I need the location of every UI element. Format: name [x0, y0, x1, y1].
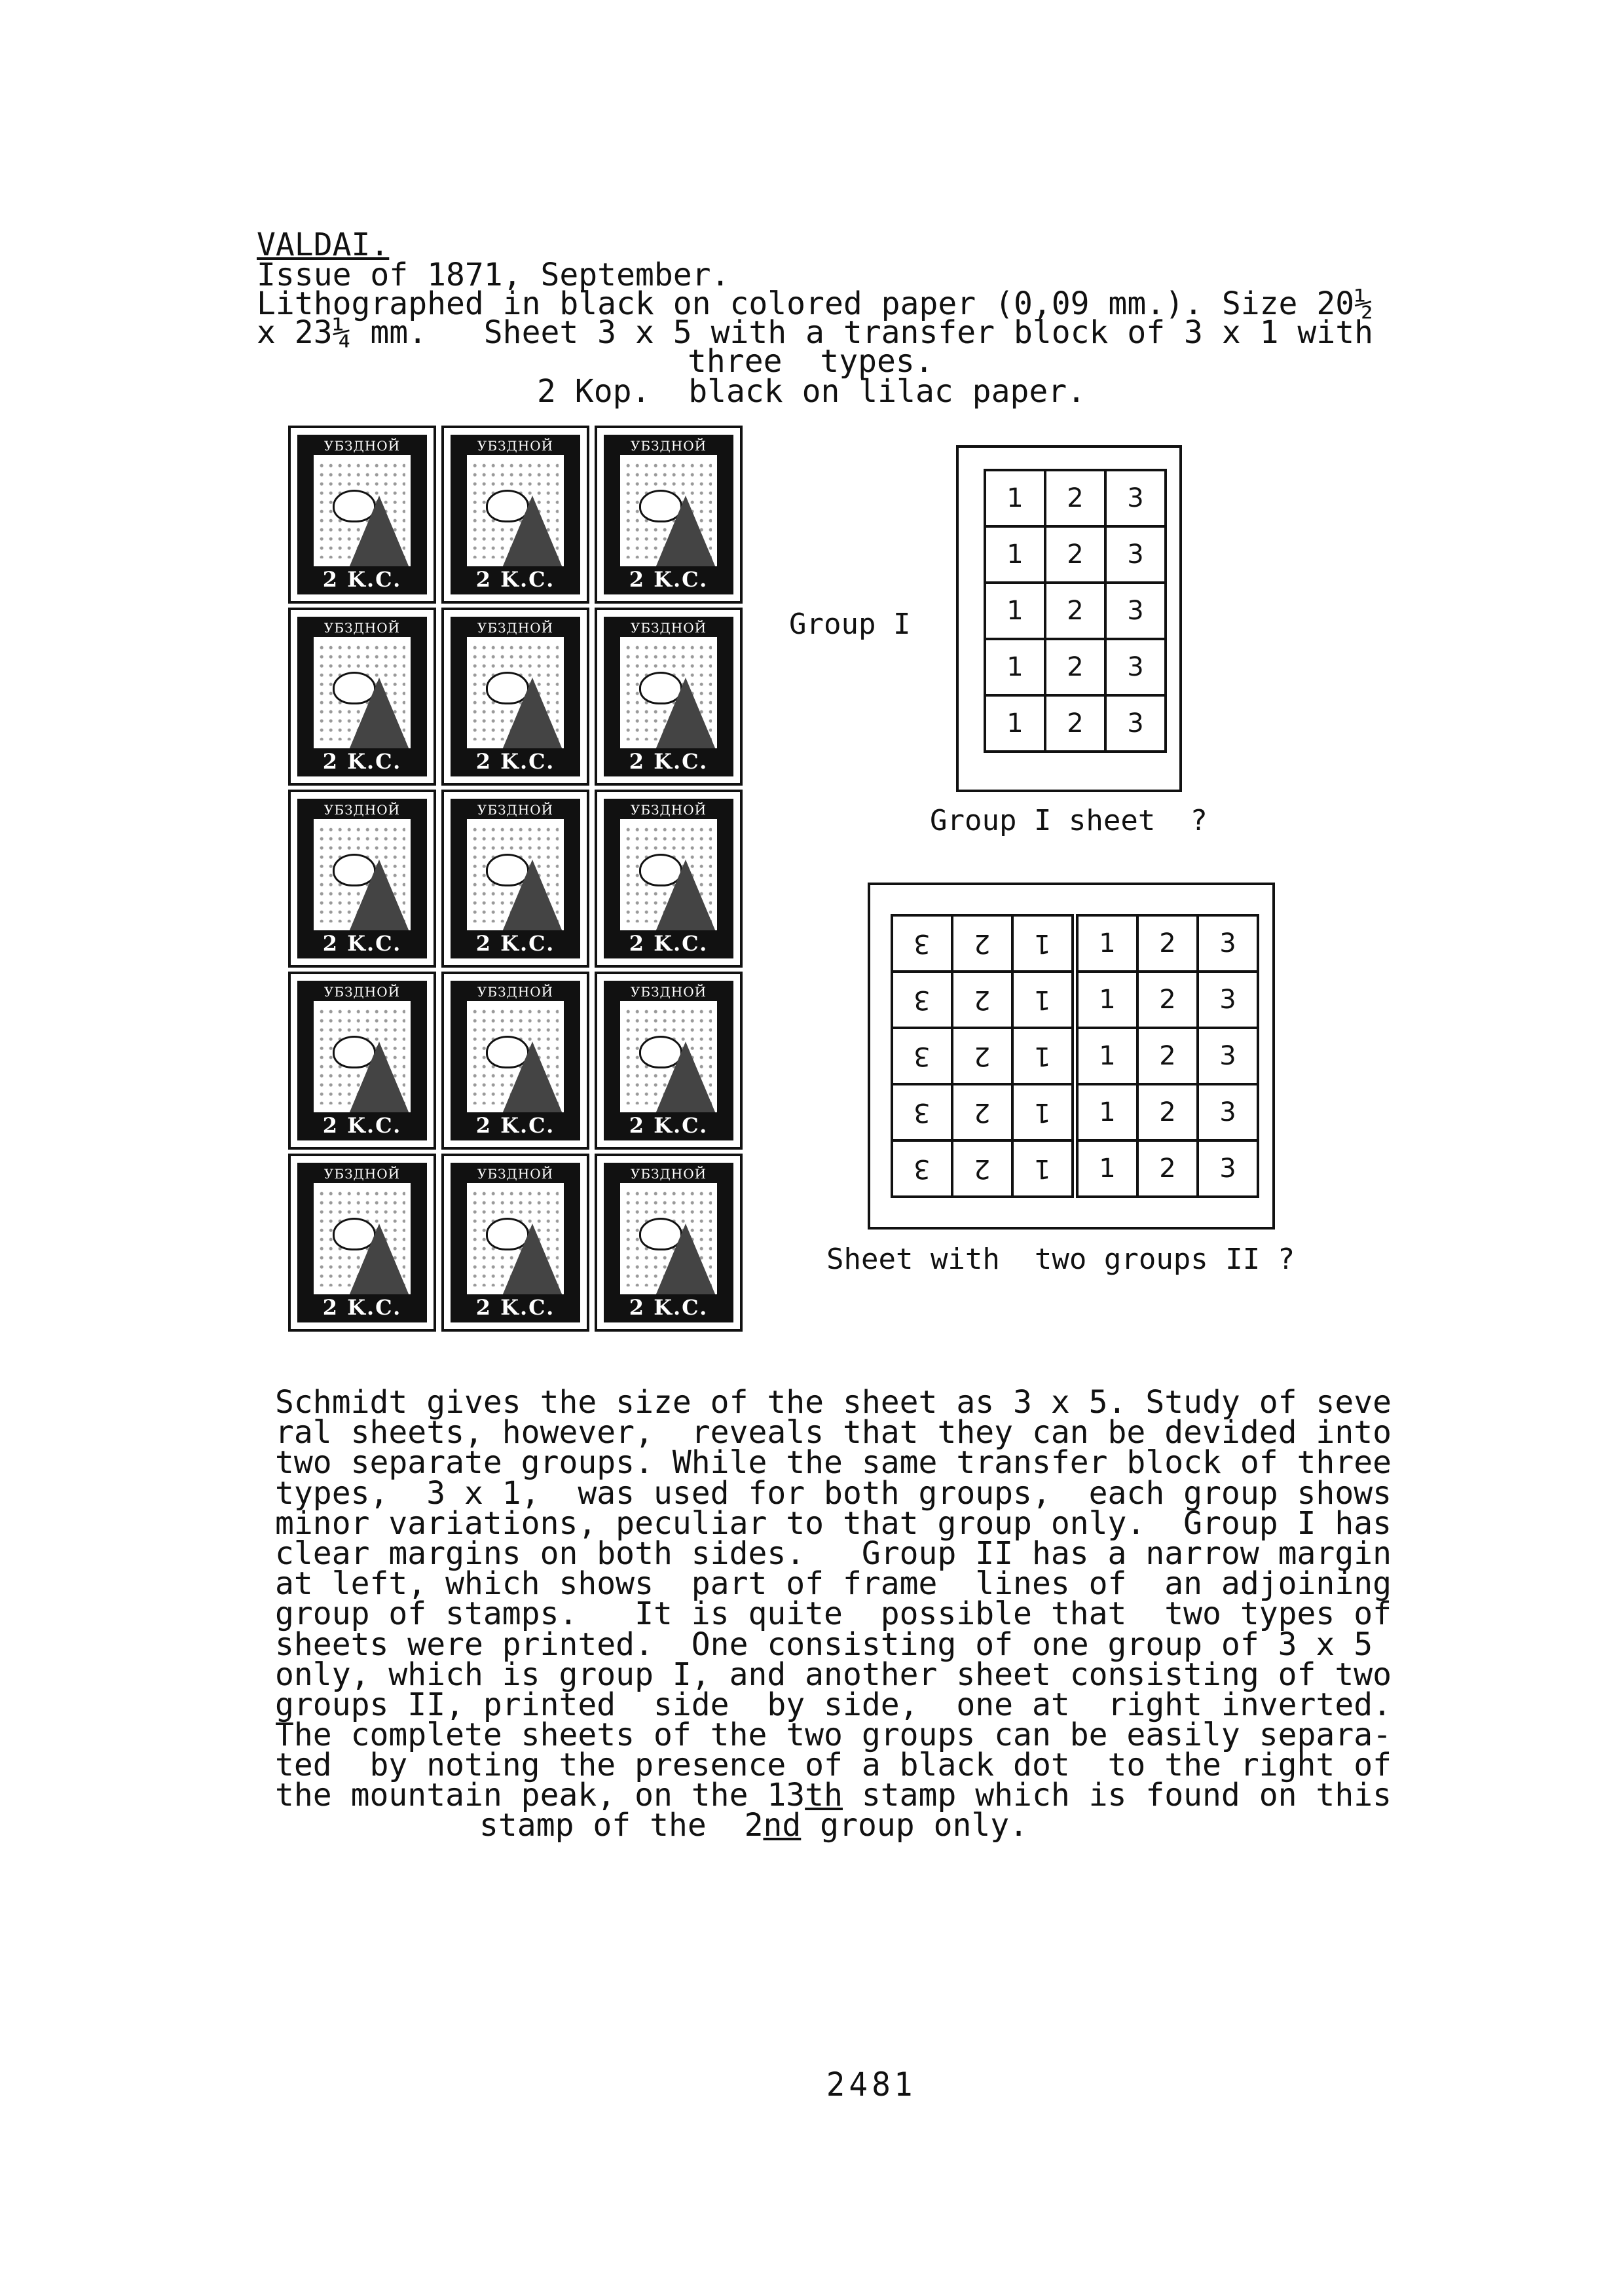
table-row — [1077, 915, 1258, 972]
table-cell — [1012, 1140, 1073, 1197]
stamp-frame — [297, 1163, 427, 1322]
stamp-value: 2 K.C. — [606, 1112, 731, 1139]
body-line: two separate groups. While the same transfer block of three — [275, 1444, 1392, 1482]
body-line: minor variations, peculiar to that group only. Group I has — [275, 1504, 1392, 1542]
group-ii-left-table — [891, 914, 1074, 1198]
table-cell — [1105, 583, 1166, 639]
cell-number: 3 — [1219, 928, 1236, 958]
stamp-mountain-icon — [502, 1224, 563, 1296]
denomination-line: 2 Kop. black on lilac paper. — [537, 373, 1086, 410]
stamp-mountain-scene — [625, 1191, 712, 1286]
group-i-caption: Group I sheet ? — [930, 804, 1208, 837]
table-cell — [1198, 1084, 1258, 1140]
stamp-side-border — [564, 819, 578, 930]
stamp-side-border — [411, 1183, 425, 1294]
stamp — [595, 608, 743, 786]
stamp — [288, 1154, 436, 1332]
stamp-value: 2 K.C. — [299, 930, 425, 957]
stamp-mountain-icon — [349, 678, 409, 750]
stamp-mountain-scene — [625, 645, 712, 740]
stamp-side-border — [564, 455, 578, 566]
table-row — [1077, 1140, 1258, 1197]
stamp-top-inscription: УБЗДНОЙ — [299, 983, 425, 1001]
stamp-top-inscription: УБЗДНОЙ — [299, 619, 425, 637]
stamp-mountain-icon — [655, 860, 716, 932]
cell-number: 3 — [913, 985, 931, 1015]
stamp — [595, 426, 743, 604]
cell-number: 3 — [913, 1097, 931, 1127]
cell-number: 3 — [1219, 1154, 1236, 1184]
stamp-side-border — [452, 637, 467, 748]
cell-number: 1 — [1099, 1154, 1116, 1184]
cell-number: 2 — [1067, 708, 1084, 738]
stamp-side-border — [299, 1183, 314, 1294]
stamp-value: 2 K.C. — [606, 748, 731, 774]
table-cell — [985, 470, 1045, 526]
stamp-side-border — [564, 637, 578, 748]
stamp-value: 2 K.C. — [452, 748, 578, 774]
stamp-mountain-scene — [319, 1191, 405, 1286]
stamp-mountain-icon — [502, 496, 563, 568]
table-cell — [1077, 915, 1137, 972]
cell-number: 1 — [1006, 596, 1024, 626]
cell-number: 2 — [974, 928, 991, 958]
body-line: at left, which shows part of frame lines of an adjoining — [275, 1565, 1392, 1603]
stamp-sheet-image — [288, 426, 773, 1375]
stamp-top-inscription: УБЗДНОЙ — [299, 801, 425, 819]
stamp-frame — [604, 617, 733, 776]
table-cell — [1137, 1028, 1198, 1084]
table-row — [892, 972, 1073, 1028]
stamp-frame — [297, 799, 427, 958]
cell-number: 2 — [1159, 1154, 1176, 1184]
stamp-side-border — [411, 819, 425, 930]
stamp-mountain-scene — [625, 1009, 712, 1104]
stamp-mountain-icon — [502, 860, 563, 932]
cell-number: 1 — [1034, 1097, 1051, 1127]
body-line: The complete sheets of the two groups can be easily separa- — [275, 1717, 1392, 1754]
stamp — [288, 790, 436, 968]
stamp-mountain-icon — [502, 678, 563, 750]
body-line: clear margins on both sides. Group II has a narrow margin — [275, 1535, 1392, 1572]
stamp-frame — [451, 617, 580, 776]
stamp-mountain-icon — [349, 496, 409, 568]
table-cell — [892, 972, 952, 1028]
cell-number: 3 — [1127, 652, 1144, 682]
table-cell — [985, 639, 1045, 695]
stamp-frame — [451, 435, 580, 594]
cell-number: 1 — [1099, 1097, 1116, 1127]
cell-number: 1 — [1006, 483, 1024, 513]
body-line: groups II, printed side by side, one at right inverted. — [275, 1686, 1392, 1723]
body-line: types, 3 x 1, was used for both groups, each group shows — [275, 1474, 1392, 1512]
stamp-mountain-scene — [472, 1191, 559, 1286]
table-cell — [1137, 1084, 1198, 1140]
stamp — [288, 972, 436, 1150]
stamp-top-inscription: УБЗДНОЙ — [606, 619, 731, 637]
table-cell — [1012, 1084, 1073, 1140]
table-row — [985, 583, 1166, 639]
stamp-side-border — [606, 1001, 620, 1112]
cell-number: 3 — [1127, 483, 1144, 513]
stamp-mountain-icon — [655, 496, 716, 568]
group-i-label: Group I — [789, 608, 911, 641]
stamp-side-border — [717, 637, 731, 748]
stamp-frame — [604, 981, 733, 1140]
body-line: ral sheets, however, reveals that they can be devided into — [275, 1414, 1392, 1451]
types-line: three types. — [688, 343, 934, 380]
table-row — [1077, 1028, 1258, 1084]
stamp-top-inscription: УБЗДНОЙ — [452, 1165, 578, 1183]
stamp-side-border — [564, 1183, 578, 1294]
body-line: only, which is group I, and another sheet consisting of two — [275, 1656, 1392, 1693]
cell-number: 2 — [1159, 1097, 1176, 1127]
stamp — [441, 426, 589, 604]
table-cell — [1077, 1084, 1137, 1140]
stamp-value: 2 K.C. — [452, 1294, 578, 1321]
group-ii-caption: Sheet with two groups II ? — [826, 1243, 1295, 1276]
cell-number: 3 — [1127, 596, 1144, 626]
cell-number: 2 — [974, 1041, 991, 1071]
cell-number: 3 — [1127, 539, 1144, 570]
stamp-top-inscription: УБЗДНОЙ — [452, 437, 578, 455]
table-cell — [1137, 915, 1198, 972]
stamp — [441, 1154, 589, 1332]
table-cell — [892, 1140, 952, 1197]
table-cell — [985, 526, 1045, 583]
stamp-side-border — [411, 1001, 425, 1112]
stamp-mountain-scene — [319, 1009, 405, 1104]
table-row — [1077, 1084, 1258, 1140]
cell-number: 1 — [1006, 708, 1024, 738]
cell-number: 2 — [1067, 483, 1084, 513]
cell-number: 1 — [1034, 1154, 1051, 1184]
stamp — [595, 1154, 743, 1332]
table-cell — [952, 972, 1012, 1028]
stamp-mountain-icon — [655, 1224, 716, 1296]
table-cell — [1137, 972, 1198, 1028]
group-i-table — [984, 469, 1167, 753]
stamp — [595, 972, 743, 1150]
stamp-side-border — [606, 637, 620, 748]
table-cell — [952, 1084, 1012, 1140]
stamp-top-inscription: УБЗДНОЙ — [299, 1165, 425, 1183]
stamp-frame — [297, 981, 427, 1140]
stamp-mountain-scene — [472, 463, 559, 558]
table-cell — [1198, 915, 1258, 972]
stamp-side-border — [606, 819, 620, 930]
table-cell — [1105, 526, 1166, 583]
stamp-frame — [451, 1163, 580, 1322]
stamp-top-inscription: УБЗДНОЙ — [452, 619, 578, 637]
stamp-value: 2 K.C. — [299, 1112, 425, 1139]
stamp-top-inscription: УБЗДНОЙ — [606, 437, 731, 455]
cell-number: 3 — [913, 1154, 931, 1184]
stamp-side-border — [717, 1001, 731, 1112]
stamp-side-border — [452, 819, 467, 930]
stamp-frame — [451, 799, 580, 958]
stamp-mountain-scene — [319, 645, 405, 740]
table-cell — [1198, 972, 1258, 1028]
stamp-value: 2 K.C. — [299, 566, 425, 592]
table-cell — [1012, 1028, 1073, 1084]
cell-number: 2 — [1067, 652, 1084, 682]
stamp-top-inscription: УБЗДНОЙ — [299, 437, 425, 455]
stamp-side-border — [452, 455, 467, 566]
cell-number: 3 — [913, 928, 931, 958]
table-cell — [1012, 972, 1073, 1028]
stamp-mountain-scene — [625, 827, 712, 922]
stamp-mountain-scene — [625, 463, 712, 558]
stamp-top-inscription: УБЗДНОЙ — [452, 801, 578, 819]
stamp — [441, 608, 589, 786]
stamp — [595, 790, 743, 968]
table-cell — [1105, 470, 1166, 526]
cell-number: 3 — [1127, 708, 1144, 738]
stamp-top-inscription: УБЗДНОЙ — [452, 983, 578, 1001]
table-row — [985, 470, 1166, 526]
cell-number: 2 — [974, 1154, 991, 1184]
table-cell — [1105, 639, 1166, 695]
cell-number: 2 — [1159, 985, 1176, 1015]
stamp-mountain-icon — [655, 1042, 716, 1114]
stamp-frame — [604, 799, 733, 958]
stamp-value: 2 K.C. — [606, 930, 731, 957]
cell-number: 1 — [1034, 928, 1051, 958]
cell-number: 2 — [1067, 596, 1084, 626]
cell-number: 2 — [1067, 539, 1084, 570]
cell-number: 2 — [974, 985, 991, 1015]
table-cell — [952, 915, 1012, 972]
stamp-frame — [604, 435, 733, 594]
table-cell — [985, 695, 1045, 752]
stamp — [441, 790, 589, 968]
table-cell — [1045, 470, 1105, 526]
stamp-side-border — [606, 455, 620, 566]
table-cell — [892, 1084, 952, 1140]
cell-number: 1 — [1034, 985, 1051, 1015]
body-line: group of stamps. It is quite possible that two types of — [275, 1595, 1392, 1633]
cell-number: 1 — [1099, 1041, 1116, 1071]
page-number: 2481 — [826, 2066, 917, 2104]
cell-number: 2 — [1159, 1041, 1176, 1071]
table-cell — [892, 915, 952, 972]
stamp-side-border — [564, 1001, 578, 1112]
cell-number: 3 — [1219, 1097, 1236, 1127]
cell-number: 1 — [1099, 928, 1116, 958]
stamp-side-border — [717, 1183, 731, 1294]
stamp-top-inscription: УБЗДНОЙ — [606, 801, 731, 819]
page-title: VALDAI. — [257, 227, 390, 263]
stamp-side-border — [299, 819, 314, 930]
stamp-mountain-scene — [472, 827, 559, 922]
table-cell — [952, 1140, 1012, 1197]
cell-number: 3 — [913, 1041, 931, 1071]
stamp-value: 2 K.C. — [606, 566, 731, 592]
table-row — [985, 639, 1166, 695]
stamp-value: 2 K.C. — [606, 1294, 731, 1321]
stamp-mountain-scene — [319, 827, 405, 922]
stamp-side-border — [452, 1183, 467, 1294]
table-cell — [1198, 1140, 1258, 1197]
stamp-mountain-scene — [319, 463, 405, 558]
stamp-side-border — [299, 637, 314, 748]
body-line: Schmidt gives the size of the sheet as 3 x 5. Study of seve — [275, 1384, 1392, 1421]
stamp-side-border — [299, 1001, 314, 1112]
body-line-14: the mountain peak, on the 13th stamp which is found on this — [275, 1777, 1392, 1813]
table-cell — [952, 1028, 1012, 1084]
stamp-frame — [451, 981, 580, 1140]
stamp-side-border — [717, 819, 731, 930]
stamp-value: 2 K.C. — [452, 1112, 578, 1139]
stamp-mountain-icon — [655, 678, 716, 750]
stamp-side-border — [606, 1183, 620, 1294]
table-row — [985, 526, 1166, 583]
stamp-mountain-icon — [502, 1042, 563, 1114]
table-row — [892, 1084, 1073, 1140]
cell-number: 1 — [1099, 985, 1116, 1015]
stamp-mountain-icon — [349, 1042, 409, 1114]
stamp-mountain-scene — [472, 1009, 559, 1104]
stamp — [441, 972, 589, 1150]
issue-line: Issue of 1871, September. — [257, 257, 730, 293]
cell-number: 1 — [1006, 652, 1024, 682]
table-cell — [985, 583, 1045, 639]
body-line-15: stamp of the 2nd group only. — [479, 1807, 1029, 1844]
stamp-side-border — [717, 455, 731, 566]
table-row — [892, 1028, 1073, 1084]
table-cell — [1077, 972, 1137, 1028]
group-ii-right-table — [1076, 914, 1259, 1198]
table-row — [1077, 972, 1258, 1028]
stamp-mountain-icon — [349, 860, 409, 932]
stamp-mountain-icon — [349, 1224, 409, 1296]
table-cell — [1105, 695, 1166, 752]
size-line: x 23¼ mm. Sheet 3 x 5 with a transfer block of 3 x 1 with — [257, 314, 1374, 351]
table-cell — [1045, 639, 1105, 695]
table-cell — [1077, 1140, 1137, 1197]
cell-number: 1 — [1034, 1041, 1051, 1071]
stamp-value: 2 K.C. — [452, 930, 578, 957]
stamp-mountain-scene — [472, 645, 559, 740]
cell-number: 1 — [1006, 539, 1024, 570]
table-cell — [1012, 915, 1073, 972]
table-cell — [1045, 583, 1105, 639]
stamp-frame — [604, 1163, 733, 1322]
table-row — [892, 1140, 1073, 1197]
table-cell — [1045, 526, 1105, 583]
stamp — [288, 608, 436, 786]
stamp-side-border — [452, 1001, 467, 1112]
table-cell — [892, 1028, 952, 1084]
stamp-top-inscription: УБЗДНОЙ — [606, 1165, 731, 1183]
cell-number: 2 — [974, 1097, 991, 1127]
body-line: ted by noting the presence of a black dot to the right of — [275, 1747, 1392, 1784]
table-row — [985, 695, 1166, 752]
cell-number: 3 — [1219, 985, 1236, 1015]
stamp-frame — [297, 617, 427, 776]
table-cell — [1198, 1028, 1258, 1084]
stamp-value: 2 K.C. — [299, 1294, 425, 1321]
stamp-frame — [297, 435, 427, 594]
table-cell — [1077, 1028, 1137, 1084]
table-cell — [1137, 1140, 1198, 1197]
table-cell — [1045, 695, 1105, 752]
cell-number: 3 — [1219, 1041, 1236, 1071]
cell-number: 2 — [1159, 928, 1176, 958]
stamp-top-inscription: УБЗДНОЙ — [606, 983, 731, 1001]
stamp-value: 2 K.C. — [452, 566, 578, 592]
stamp — [288, 426, 436, 604]
table-row — [892, 915, 1073, 972]
lithographed-line: Lithographed in black on colored paper (0,09 mm.). Size 20½ — [257, 285, 1374, 322]
stamp-value: 2 K.C. — [299, 748, 425, 774]
stamp-side-border — [411, 455, 425, 566]
body-line: sheets were printed. One consisting of one group of 3 x 5 — [275, 1626, 1373, 1663]
stamp-side-border — [411, 637, 425, 748]
stamp-side-border — [299, 455, 314, 566]
